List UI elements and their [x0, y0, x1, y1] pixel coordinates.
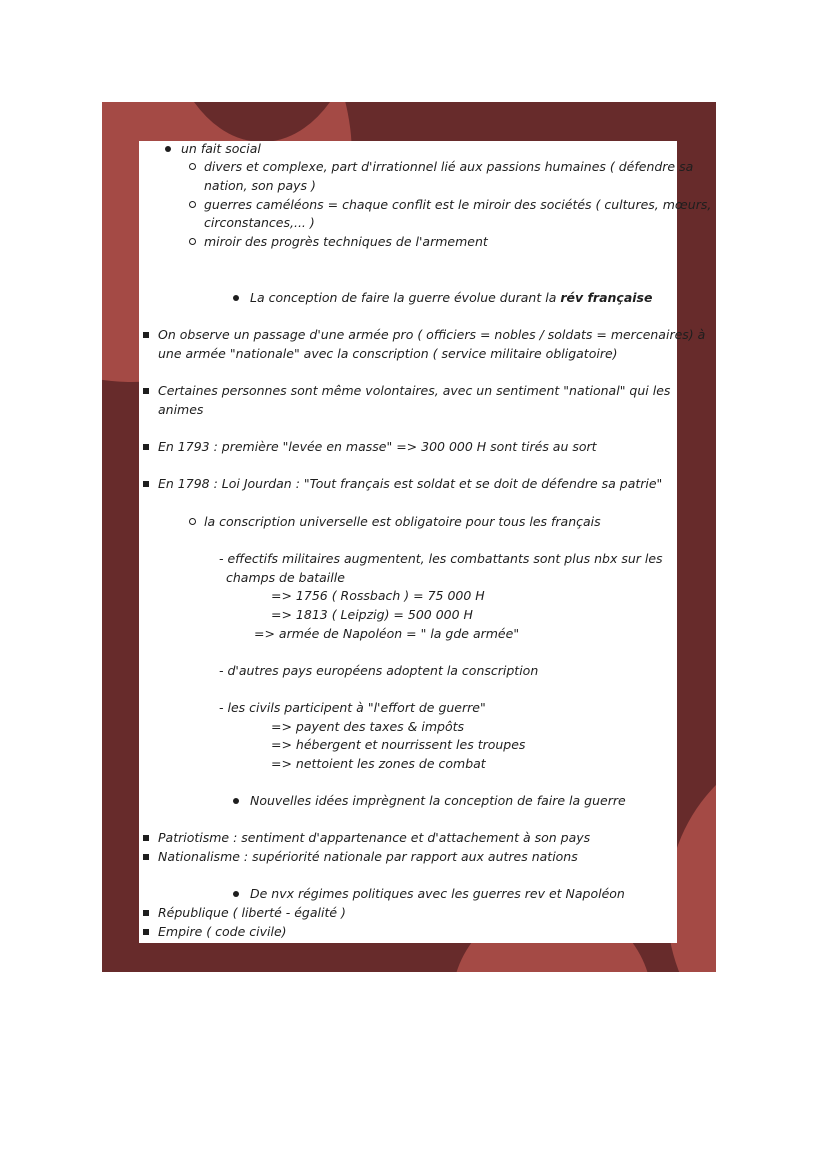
text-line: nation, son pays )	[204, 178, 316, 193]
text-line: la conscription universelle est obligatoire pour tous les français	[204, 514, 601, 529]
text-line: une armée "nationale" avec la conscription ( service militaire obligatoire)	[158, 346, 618, 361]
text-line: République ( liberté - égalité )	[158, 905, 346, 920]
bullet-square	[143, 332, 149, 338]
text-line: divers et complexe, part d'irrationnel lié aux passions humaines ( défendre sa	[204, 159, 694, 174]
bullet-square	[143, 835, 149, 841]
bullet-circle	[189, 518, 196, 525]
text-line: un fait social	[181, 141, 261, 156]
text-line: miroir des progrès techniques de l'armement	[204, 234, 488, 249]
text-line: circonstances,... )	[204, 215, 315, 230]
bullet-disc	[165, 146, 171, 152]
text-line: => 1756 ( Rossbach ) = 75 000 H	[271, 588, 485, 603]
text-line: Patriotisme : sentiment d'appartenance et d'attachement à son pays	[158, 830, 591, 845]
bullet-disc	[233, 891, 239, 897]
bullet-square	[143, 388, 149, 394]
section-heading: Nouvelles idées imprègnent la conception de faire la guerre	[250, 793, 626, 808]
text-line: On observe un passage d'une armée pro ( officiers = nobles / soldats = mercenaires) à	[158, 327, 706, 342]
text-line: - les civils participent à "l'effort de guerre"	[219, 700, 486, 715]
bullet-circle	[189, 238, 196, 245]
text-line: champs de bataille	[226, 570, 345, 585]
bullet-square	[143, 910, 149, 916]
text-line: - d'autres pays européens adoptent la conscription	[219, 663, 539, 678]
bullet-disc	[233, 295, 239, 301]
text-line: - effectifs militaires augmentent, les combattants sont plus nbx sur les	[219, 551, 663, 566]
text-line: guerres caméléons = chaque conflit est le miroir des sociétés ( cultures, mœurs,	[204, 197, 712, 212]
text-line: => hébergent et nourrissent les troupes	[271, 737, 526, 752]
text-line: => nettoient les zones de combat	[271, 756, 486, 771]
bullet-circle	[189, 163, 196, 170]
note-sheet	[139, 141, 677, 943]
text-line: => 1813 ( Leipzig) = 500 000 H	[271, 607, 473, 622]
bullet-square	[143, 444, 149, 450]
section-heading	[250, 289, 652, 307]
heading-bold-text: rév française	[560, 290, 653, 305]
bullet-square	[143, 481, 149, 487]
text-line: => payent des taxes & impôts	[271, 719, 465, 734]
text-line: Empire ( code civile)	[158, 924, 287, 939]
bullet-disc	[233, 798, 239, 804]
text-line: Certaines personnes sont même volontaires, avec un sentiment "national" qui les	[158, 383, 671, 398]
text-line: animes	[158, 402, 204, 417]
text-line: Nationalisme : supériorité nationale par rapport aux autres nations	[158, 849, 578, 864]
text-line: En 1798 : Loi Jourdan : "Tout français est soldat et se doit de défendre sa patrie"	[158, 476, 663, 491]
text-line: => armée de Napoléon = " la gde armée"	[254, 626, 520, 641]
bullet-square	[143, 929, 149, 935]
section-heading: De nvx régimes politiques avec les guerres rev et Napoléon	[250, 886, 625, 901]
bullet-square	[143, 854, 149, 860]
heading-text: La conception de faire la guerre évolue durant la	[250, 290, 561, 305]
text-line: En 1793 : première "levée en masse" => 300 000 H sont tirés au sort	[158, 439, 597, 454]
bullet-circle	[189, 201, 196, 208]
